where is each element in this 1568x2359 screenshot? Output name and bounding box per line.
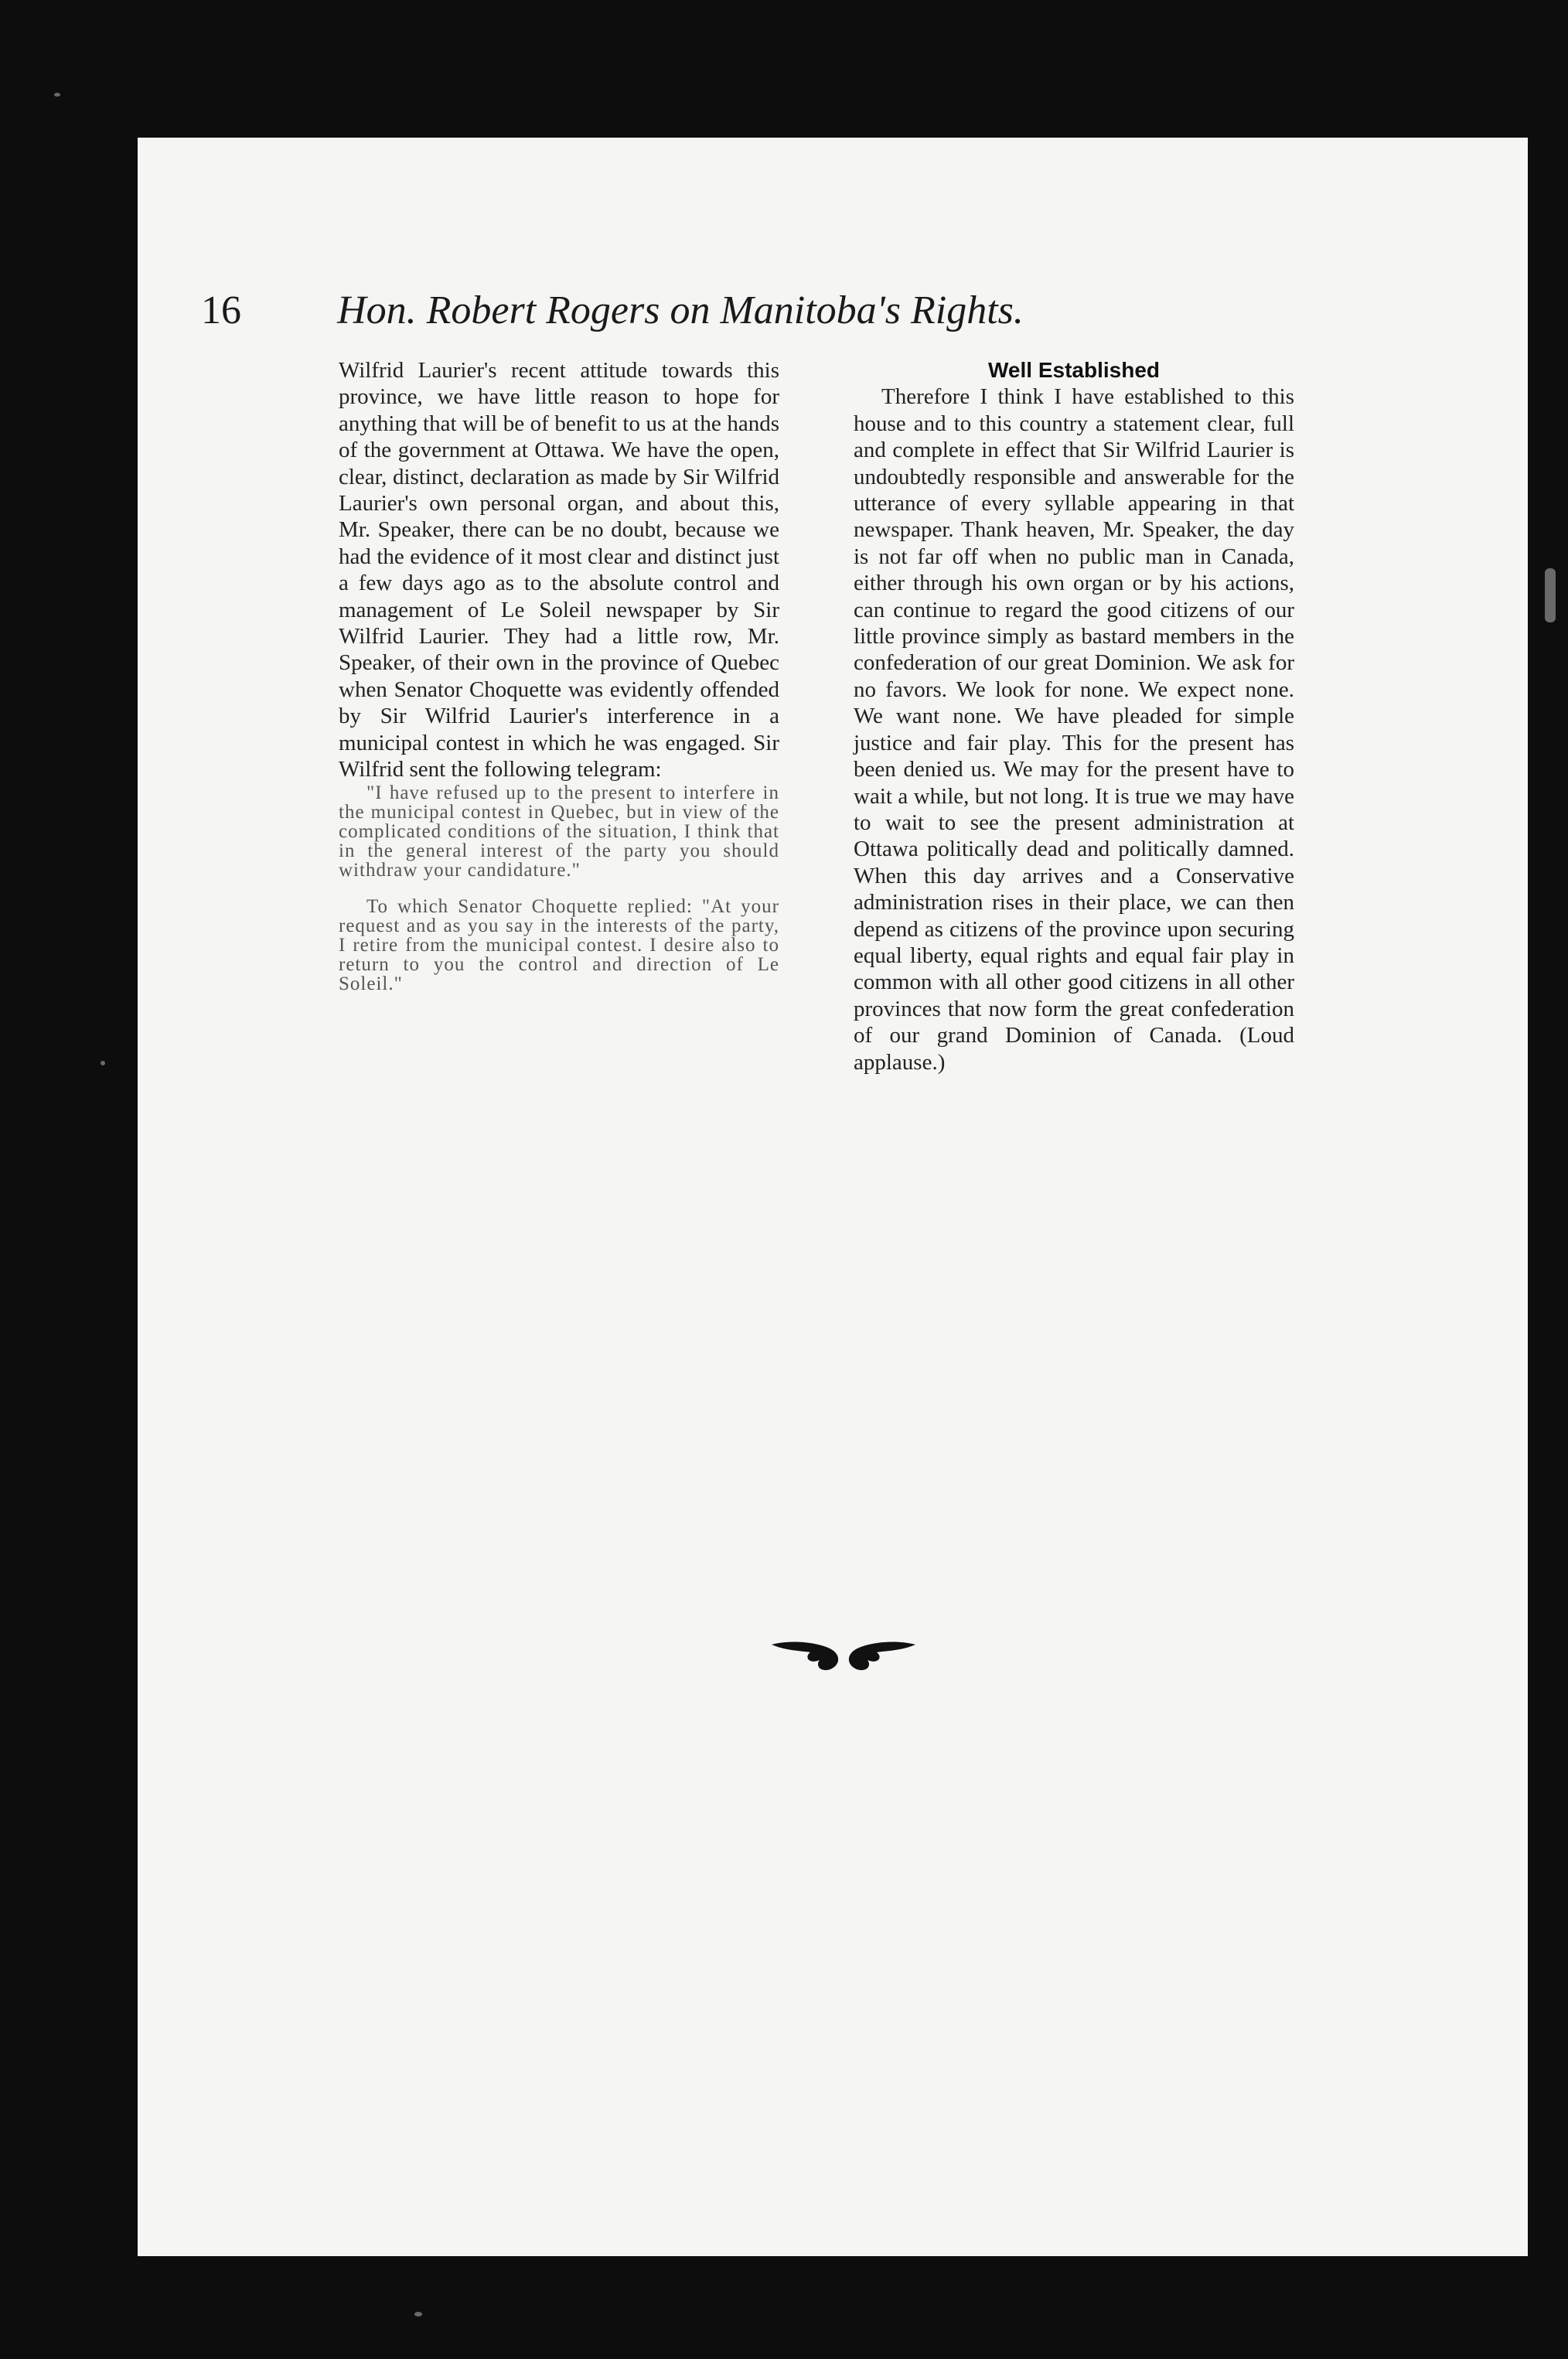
body-paragraph: Therefore I think I have established to this house and to this country a statement clear, full and complete in effect that Sir Wilfrid Laurier is undoubtedly responsible and answerable for the utterance of every syllable appearing in that newspaper. Thank heaven, Mr. Speaker, the day is not far off when no public man in Canada, either through his own organ or by his actions, can continue to regard the good citizens of our little province simply as bastard members in the confederation of our great Dominion. We ask for no favors. We look for none. We expect none. We want none. We have pleaded for simple justice and fair play. This for the present has been denied us. We may for the present have to wait a while, but not long. It is true we may have to wait to see the present administration at Ottawa politically dead and politically damned. When this day arrives and a Conservative administration rises in their place, we can then depend as citizens of the province upon securing equal liberty, equal rights and equal fair play in common with all other good citizens in all other provinces that now form the great confederation of our grand Dominion of Canada. (Loud applause.)	[854, 384, 1294, 1075]
reply-quote: To which Senator Choquette replied: "At your request and as you say in the interests of the party, I retire from the municipal contest. I desire also to return to you the control and direction of Le Soleil."	[339, 895, 779, 994]
scan-speck	[54, 93, 60, 97]
scan-speck	[101, 1061, 105, 1065]
right-column	[854, 357, 1294, 1076]
left-column	[339, 357, 779, 994]
scan-speck	[1545, 568, 1556, 622]
ornament-left-leaf	[772, 1642, 838, 1671]
running-title: Hon. Robert Rogers on Manitoba's Rights.	[337, 288, 1024, 332]
section-heading: Well Established	[988, 358, 1160, 382]
tailpiece-ornament-icon	[770, 1634, 917, 1672]
scan-speck	[414, 2312, 422, 2316]
body-paragraph: Wilfrid Laurier's recent attitude towards this province, we have little reason to hope for anything that will be of benefit to us at the hands of the government at Ottawa. We have the open, clear, distinct, declaration as made by Sir Wilfrid Laurier's own personal organ, and about this, Mr. Speaker, there can be no doubt, because we had the evidence of it most clear and distinct just a few days ago as to the absolute control and management of Le Soleil newspaper by Sir Wilfrid Laurier. They had a little row, Mr. Speaker, of their own in the province of Quebec when Senator Choquette was evidently offended by Sir Wilfrid Laurier's interference in a municipal contest in which he was engaged. Sir Wilfrid sent the following telegram:	[339, 358, 779, 782]
page-number: 16	[201, 288, 241, 332]
ornament-right-leaf	[849, 1642, 915, 1671]
telegram-quote: "I have refused up to the present to interfere in the municipal contest in Quebec, but in view of the complicated conditions of the situation, I think that in the general interest of the party you should withdraw your candidature."	[339, 782, 779, 881]
